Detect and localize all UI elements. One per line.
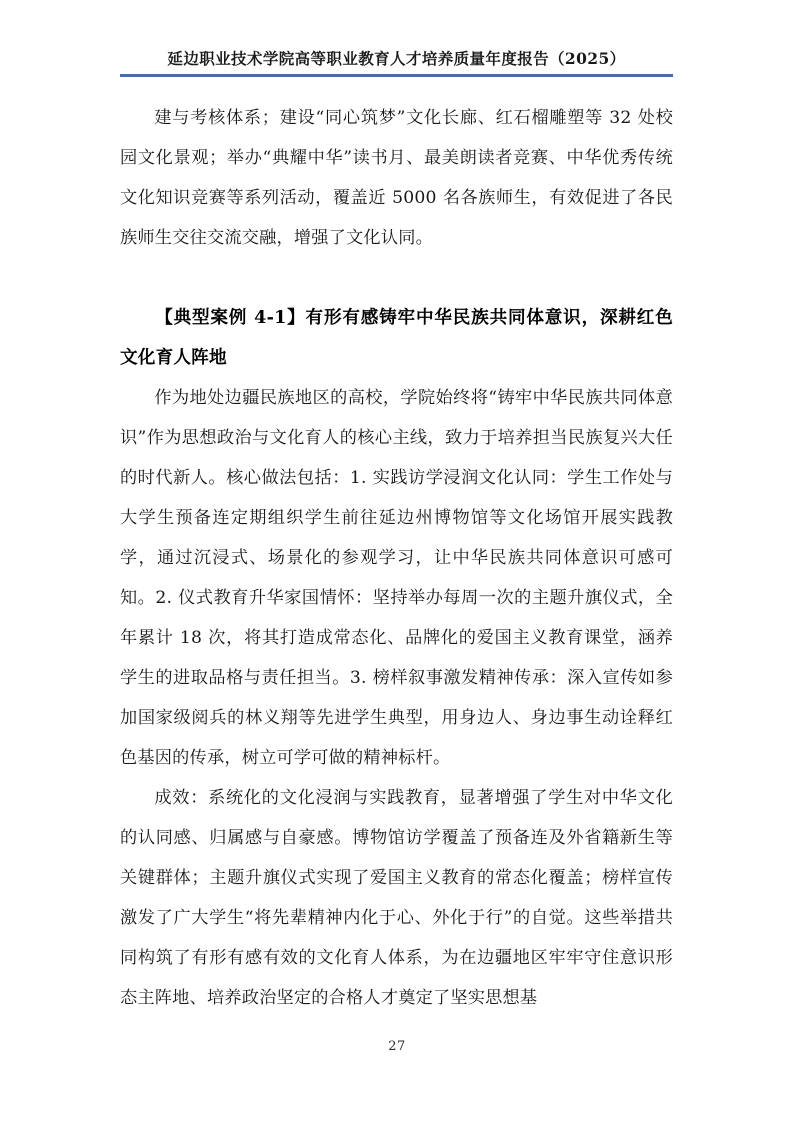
- header-title: 延边职业技术学院高等职业教育人才培养质量年度报告（2025）: [167, 49, 626, 68]
- page-footer: [0, 1035, 794, 1054]
- body-paragraph-continued: 建与考核体系；建设“同心筑梦”文化长廊、红石榴雕塑等 32 处校园文化景观；举办“典耀中华”读书月、最美朗读者竞赛、中华优秀传统文化知识竞赛等系列活动，覆盖近 5000 名各族师生，有效促进了各民族师生交往交流交融，增强了文化认同。: [120, 108, 673, 248]
- case-study-outcome-paragraph: 成效：系统化的文化浸润与实践教育，显著增强了学生对中华文化的认同感、归属感与自豪感。博物馆访学覆盖了预备连及外省籍新生等关键群体；主题升旗仪式实现了爱国主义教育的常态化覆盖；榜样宣传激发了广大学生“将先辈精神内化于心、外化于行”的自觉。这些举措共同构筑了有形有感有效的文化育人体系，为在边疆地区牢牢守住意识形态主阵地、培养政治坚定的合格人才奠定了坚实思想基: [120, 788, 673, 1008]
- paragraph-spacer: [120, 258, 673, 298]
- running-header: [120, 48, 673, 77]
- case-study-heading: 【典型案例 4-1】有形有感铸牢中华民族共同体意识，深耕红色文化育人阵地: [120, 307, 673, 368]
- case-study-body-paragraph: 作为地处边疆民族地区的高校，学院始终将“铸牢中华民族共同体意识”作为思想政治与文化育人的核心主线，致力于培养担当民族复兴大任的时代新人。核心做法包括：1. 实践访学浸润文化认同：学生工作处与大学生预备连定期组织学生前往延边州博物馆等文化场馆开展实践教学，通过沉浸式、场景化的参观学习，让中华民族共同体意识可感可知。2. 仪式教育升华家国情怀：坚持举办每周一次的主题升旗仪式，全年累计 18 次，将其打造成常态化、品牌化的爱国主义教育课堂，涵养学生的进取品格与责任担当。3. 榜样叙事激发精神传承：深入宣传如参加国家级阅兵的林义翔等先进学生典型，用身边人、身边事生动诠释红色基因的传承，树立可学可做的精神标杆。: [120, 388, 673, 768]
- page-number: 27: [388, 1039, 406, 1054]
- header-rule: [120, 74, 673, 77]
- page-body: [120, 98, 673, 1018]
